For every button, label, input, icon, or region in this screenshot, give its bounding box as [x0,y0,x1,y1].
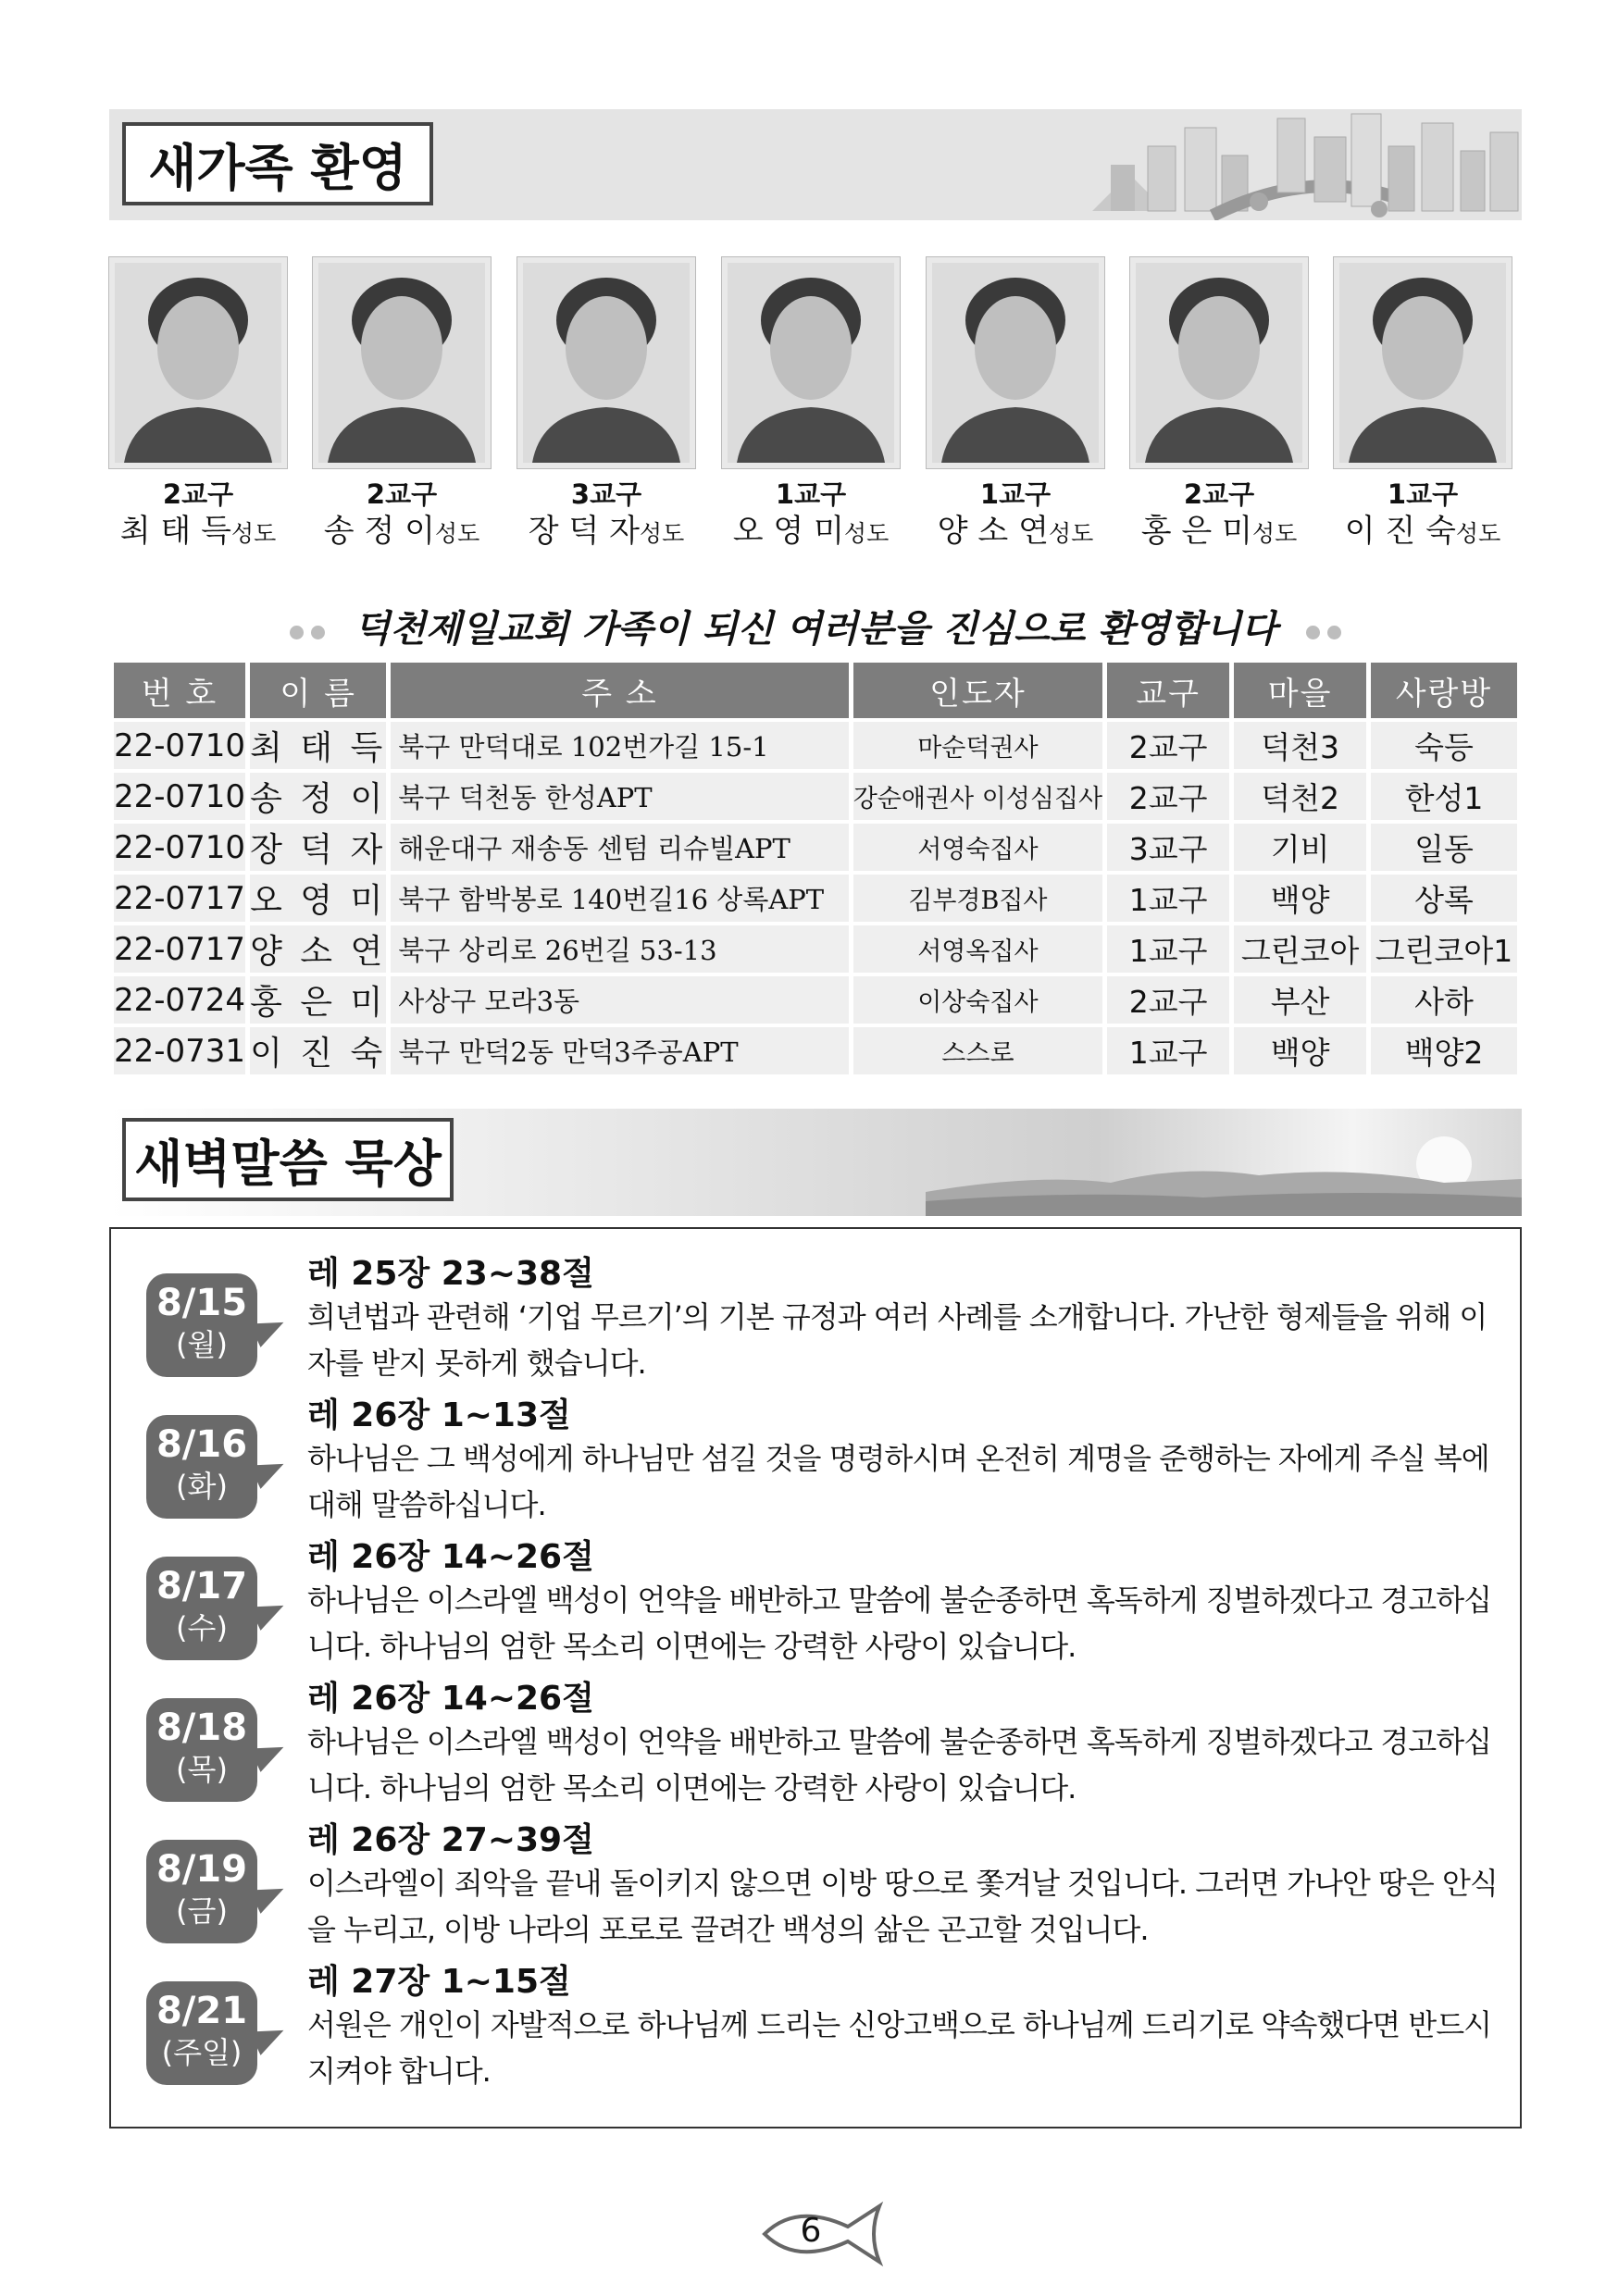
member-photo [517,257,695,468]
devotion-entry [111,1387,1524,1530]
member-photo [109,257,287,468]
table-row [114,824,1517,871]
devotion-text: 서원은 개인이 자발적으로 하나님께 드리는 신앙고백으로 하나님께 드리기로 약속했다면 반드시 지켜야 합니다. [307,2007,1492,2089]
scripture-reference: 레 26장 14~26절 [307,1538,594,1576]
table-row [114,875,1517,922]
devotion-text: 이스라엘이 죄악을 끝내 돌이키지 않으면 이방 땅으로 쫓겨날 것입니다. 그러면 가나안 땅은 안식을 누리고, 이방 나라의 포로로 끌려간 백성의 삶은 곤고할 것입니다. [307,1866,1498,1947]
member-name: 이 진 숙 [1344,513,1456,550]
table-cell: 덕천3 [1234,722,1366,769]
table-row [114,773,1517,820]
member-name-line [495,511,717,554]
table-cell: 22-0731 [114,1027,245,1074]
table-cell: 이상숙집사 [853,976,1102,1024]
date-badge [146,1273,257,1377]
devotion-box [109,1227,1522,2128]
table-cell: 이 진 숙 [250,1027,386,1074]
devotion-date: 8/18 [156,1706,248,1749]
devotion-entry [111,1812,1524,1955]
table-cell: 2교구 [1107,976,1229,1024]
member-name: 양 소 연 [937,513,1049,550]
table-row [114,1027,1517,1074]
member-caption [1108,478,1330,554]
member-name: 장 덕 자 [528,513,640,550]
section-title-text: 새가족 환영 [148,138,407,197]
page-footer [759,2197,889,2271]
table-cell: 송 정 이 [250,773,386,820]
devotion-day: (금) [176,1893,228,1929]
member-caption [1312,478,1534,554]
person-silhouette-icon [523,263,690,463]
scripture-reference: 레 25장 23~38절 [307,1255,594,1293]
table-cell: 2교구 [1107,773,1229,820]
table-cell: 북구 만덕대로 102번가길 15-1 [391,722,848,769]
table-cell: 북구 함박봉로 140번길16 상록APT [391,875,848,922]
member-title-suffix: 성도 [843,520,890,547]
table-cell: 22-0710 [114,773,245,820]
devotion-entry [111,1954,1524,2096]
table-header-cell: 주 소 [391,663,848,718]
table-row [114,925,1517,973]
person-silhouette-icon [1136,263,1302,463]
member-caption [291,478,513,554]
devotion-date: 8/17 [156,1565,248,1607]
page-number: 6 [800,2212,822,2250]
member-photo [722,257,900,468]
person-silhouette-icon [728,263,894,463]
table-cell: 양 소 연 [250,925,386,973]
sunrise-landscape [926,1109,1522,1216]
city-illustration [1074,109,1522,220]
table-cell: 한성1 [1371,773,1517,820]
table-header-cell: 사랑방 [1371,663,1517,718]
member-title-suffix: 성도 [434,520,480,547]
member-name: 홍 은 미 [1140,513,1252,550]
table-header-row [114,663,1517,718]
member-district: 2교구 [1183,478,1255,510]
table-cell: 홍 은 미 [250,976,386,1024]
section-title-dawn-word [122,1118,454,1201]
scripture-reference: 레 26장 27~39절 [307,1821,594,1859]
member-title-suffix: 성도 [230,520,277,547]
table-cell: 1교구 [1107,875,1229,922]
table-cell: 사하 [1371,976,1517,1024]
table-header-cell: 인도자 [853,663,1102,718]
person-silhouette-icon [115,263,281,463]
table-cell: 북구 만덕2동 만덕3주공APT [391,1027,848,1074]
table-cell: 숙등 [1371,722,1517,769]
decor-dot [290,626,304,639]
member-photo [1130,257,1308,468]
table-cell: 백양 [1234,1027,1366,1074]
member-name: 오 영 미 [732,513,844,550]
scripture-reference: 레 27장 1~15절 [307,1963,571,2001]
table-cell: 2교구 [1107,722,1229,769]
member-name: 송 정 이 [323,513,435,550]
member-district: 1교구 [775,478,847,510]
devotion-entry [111,1246,1524,1388]
table-cell: 백양2 [1371,1027,1517,1074]
table-cell: 일동 [1371,824,1517,871]
devotion-text: 희년법과 관련해 ‘기업 무르기’의 기본 규정과 여러 사례를 소개합니다. 가난한 형제들을 위해 이자를 받지 못하게 했습니다. [307,1299,1487,1381]
welcome-banner [109,600,1522,652]
scripture-reference: 레 26장 1~13절 [307,1396,571,1434]
member-photo [927,257,1104,468]
member-photo [313,257,491,468]
member-title-suffix: 성도 [1455,520,1501,547]
member-title-suffix: 성도 [1251,520,1298,547]
table-cell: 그린코아 [1234,925,1366,973]
section-title-new-family [122,122,433,205]
table-cell: 최 태 득 [250,722,386,769]
devotion-day: (목) [176,1752,228,1787]
member-name-line [700,511,922,554]
member-title-suffix: 성도 [639,520,685,547]
table-cell: 덕천2 [1234,773,1366,820]
table-cell: 22-0717 [114,925,245,973]
table-cell: 부산 [1234,976,1366,1024]
scripture-reference: 레 26장 14~26절 [307,1680,594,1718]
date-badge [146,1557,257,1660]
member-district: 1교구 [979,478,1052,510]
member-district: 1교구 [1387,478,1459,510]
member-name-line [1312,511,1534,554]
table-cell: 북구 덕천동 한성APT [391,773,848,820]
table-cell: 상록 [1371,875,1517,922]
devotion-day: (수) [176,1610,228,1645]
table-cell: 오 영 미 [250,875,386,922]
person-silhouette-icon [932,263,1099,463]
date-badge [146,1981,257,2085]
devotion-text: 하나님은 이스라엘 백성이 언약을 배반하고 말씀에 불순종하면 혹독하게 징벌하겠다고 경고하십니다. 하나님의 엄한 목소리 이면에는 강력한 사랑이 있습니다. [307,1724,1492,1806]
member-name-line [1108,511,1330,554]
member-district: 3교구 [570,478,642,510]
table-cell: 강순애권사 이성심집사 [853,773,1102,820]
decor-dot [1306,626,1320,639]
table-cell: 스스로 [853,1027,1102,1074]
member-title-suffix: 성도 [1048,520,1094,547]
table-cell: 서영숙집사 [853,824,1102,871]
member-name: 최 태 득 [119,513,231,550]
member-name-line [291,511,513,554]
table-cell: 북구 상리로 26번길 53-13 [391,925,848,973]
devotion-day: (주일) [161,2035,243,2070]
table-cell: 22-0717 [114,875,245,922]
table-cell: 해운대구 재송동 센텀 리슈빌APT [391,824,848,871]
table-cell: 3교구 [1107,824,1229,871]
table-cell: 백양 [1234,875,1366,922]
table-header-cell: 교구 [1107,663,1229,718]
member-name-line [87,511,309,554]
devotion-date: 8/19 [156,1848,248,1891]
section-title-text: 새벽말씀 묵상 [134,1134,442,1193]
member-caption [495,478,717,554]
table-cell: 서영옥집사 [853,925,1102,973]
devotion-text: 하나님은 그 백성에게 하나님만 섬길 것을 명령하시며 온전히 계명을 준행하는 자에게 주실 복에 대해 말씀하십니다. [307,1441,1489,1522]
table-cell: 그린코아1 [1371,925,1517,973]
devotion-date: 8/15 [156,1282,248,1324]
table-row [114,722,1517,769]
member-photo [1334,257,1512,468]
member-district: 2교구 [366,478,438,510]
table-header-cell: 이 름 [250,663,386,718]
date-badge [146,1698,257,1802]
devotion-entry [111,1529,1524,1671]
new-family-table [109,659,1522,1078]
table-body [114,722,1517,1074]
date-badge [146,1840,257,1943]
table-cell: 1교구 [1107,1027,1229,1074]
table-cell: 김부경B집사 [853,875,1102,922]
table-cell: 22-0710 [114,722,245,769]
table-header-cell: 마을 [1234,663,1366,718]
table-cell: 기비 [1234,824,1366,871]
welcome-banner-text: 덕천제일교회 가족이 되신 여러분을 진심으로 환영합니다 [354,607,1277,651]
table-cell: 22-0710 [114,824,245,871]
devotion-day: (화) [176,1469,228,1504]
devotion-date: 8/16 [156,1423,248,1466]
table-cell: 장 덕 자 [250,824,386,871]
person-silhouette-icon [318,263,485,463]
table-cell: 마순덕권사 [853,722,1102,769]
member-caption [904,478,1126,554]
decor-dot [1327,626,1341,639]
person-silhouette-icon [1339,263,1506,463]
member-caption [700,478,922,554]
devotion-entry [111,1670,1524,1813]
date-badge [146,1415,257,1519]
devotion-day: (월) [176,1327,228,1362]
table-row [114,976,1517,1024]
table-cell: 사상구 모라3동 [391,976,848,1024]
devotion-date: 8/21 [156,1990,248,2032]
decor-dot [311,626,325,639]
member-district: 2교구 [162,478,234,510]
table-cell: 22-0724 [114,976,245,1024]
member-caption [87,478,309,554]
table-header-cell: 번 호 [114,663,245,718]
devotion-text: 하나님은 이스라엘 백성이 언약을 배반하고 말씀에 불순종하면 혹독하게 징벌하겠다고 경고하십니다. 하나님의 엄한 목소리 이면에는 강력한 사랑이 있습니다. [307,1582,1492,1664]
member-name-line [904,511,1126,554]
table-cell: 1교구 [1107,925,1229,973]
